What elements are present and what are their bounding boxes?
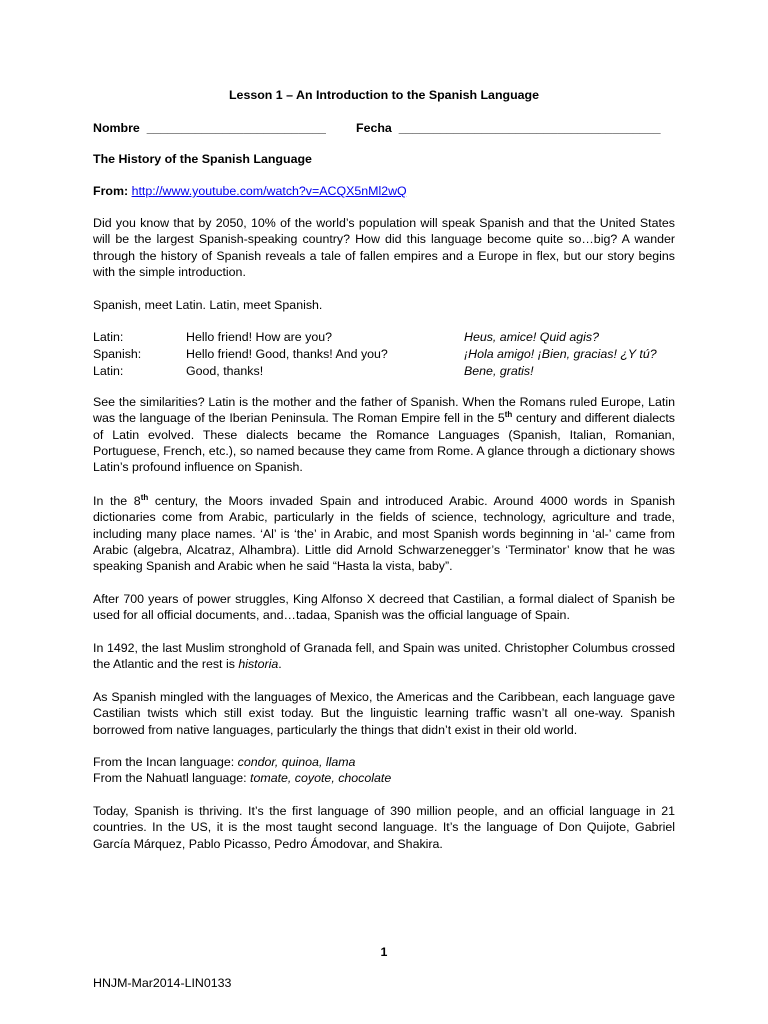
paragraph-text: century and different dialects of Latin evolved. These dialects became the Romance Languages (Spanish, Italian, Romanian, Portuguese, French, etc.), so named because they came from Rome. A glance through a dictionary shows Latin’s profound influence on Spanish. (93, 411, 675, 475)
document-code: HNJM-Mar2014-LIN0133 (93, 976, 232, 990)
ordinal-suffix: th (140, 492, 149, 502)
fecha-blank-line: ______________________________________ (398, 121, 661, 135)
paragraph-text: century, the Moors invaded Spain and introduced Arabic. Around 4000 words in Spanish dictionaries come from Arabic, particularly in the fields of science, technology, agriculture and trade, including many place names. ‘Al’ is ‘the’ in Arabic, and most Spanish words beginning in ‘al-’ came from Arabic (algebra, Alcatraz, Alhambra). Little did Arnold Schwarzenegger’s ‘Terminator’ know that he was speaking Spanish and Arabic when he said “Hasta la vista, baby”. (93, 494, 675, 574)
paragraph-text: . (278, 657, 282, 672)
paragraph-text: See the similarities? Latin is the mother and the father of Spanish. When the Romans ruled Europe, Latin was the language of the Iberian Peninsula. The Roman Empire fell in the 5 (93, 395, 675, 426)
paragraph-intro: Did you know that by 2050, 10% of the world’s population will speak Spanish and that the United States will be the largest Spanish-speaking country? How did this language become quite so…big? A wander through the history of Spanish reveals a tale of fallen empires and a Europe in flex, but our story begins with the simple introduction. (93, 216, 675, 279)
italic-word: historia (238, 657, 279, 672)
source-label: From: (93, 184, 129, 198)
ordinal-suffix: th (504, 410, 513, 420)
source-line (93, 183, 407, 199)
dialog-speaker: Spanish: (93, 347, 142, 361)
paragraph-text: In 1492, the last Muslim stronghold of Granada fell, and Spain was united. Christopher Columbus crossed the Atlantic and the rest is (93, 641, 675, 672)
paragraph-meet: Spanish, meet Latin. Latin, meet Spanish. (93, 298, 323, 312)
borrowed-nahuatl (93, 770, 675, 786)
borrowed-words: condor, quinoa, llama (237, 755, 356, 769)
dialog-translation: Heus, amice! Quid agis? (464, 330, 599, 344)
dialog-speaker: Latin: (93, 364, 124, 378)
borrowed-label: From the Nahuatl language: (93, 771, 251, 785)
dialog-english: Hello friend! How are you? (186, 330, 333, 344)
dialog-translation: Bene, gratis! (464, 364, 534, 378)
page-number: 1 (380, 945, 388, 959)
section-heading: The History of the Spanish Language (93, 152, 312, 166)
nombre-label: Nombre (93, 121, 140, 135)
dialog-english: Hello friend! Good, thanks! And you? (186, 347, 388, 361)
page-title: Lesson 1 – An Introduction to the Spanish Language (228, 88, 539, 102)
paragraph-today: Today, Spanish is thriving. It’s the first language of 390 million people, and an official language in 21 countries. In the US, it is the most taught second language. It’s the language of Don Quijote, Gabriel García Márquez, Pablo Picasso, Pedro Ámodovar, and Shakira. (93, 804, 675, 851)
source-link[interactable]: http://www.youtube.com/watch?v=ACQX5nMl2wQ (131, 184, 407, 198)
paragraph-latin (93, 394, 675, 475)
borrowed-words: tomate, coyote, chocolate (250, 771, 392, 785)
borrowed-incan (93, 754, 675, 770)
dialog-english: Good, thanks! (186, 364, 264, 378)
dialog-speaker: Latin: (93, 330, 124, 344)
paragraph-text: In the 8 (93, 494, 141, 508)
paragraph-americas: As Spanish mingled with the languages of Mexico, the Americas and the Caribbean, each language gave Castilian twists which still exist today. But the linguistic learning traffic wasn’t all one-way. Spanish borrowed from native languages, particularly the things that didn’t exist in their old world. (93, 690, 675, 737)
dialog-row (93, 329, 657, 346)
fecha-label: Fecha (356, 121, 392, 135)
dialog-table (93, 329, 657, 380)
borrowed-label: From the Incan language: (93, 755, 238, 769)
dialog-translation: ¡Hola amigo! ¡Bien, gracias! ¿Y tú? (464, 347, 657, 361)
paragraph-arabic (93, 493, 675, 574)
nombre-field (93, 120, 326, 136)
dialog-row (93, 363, 657, 380)
paragraph-1492 (93, 640, 675, 673)
nombre-blank-line: __________________________ (146, 121, 326, 135)
dialog-row (93, 346, 657, 363)
fecha-field (356, 120, 661, 136)
paragraph-castilian: After 700 years of power struggles, King Alfonso X decreed that Castilian, a formal dialect of Spanish be used for all official documents, and…tadaa, Spanish was the official language of Spain. (93, 592, 675, 623)
